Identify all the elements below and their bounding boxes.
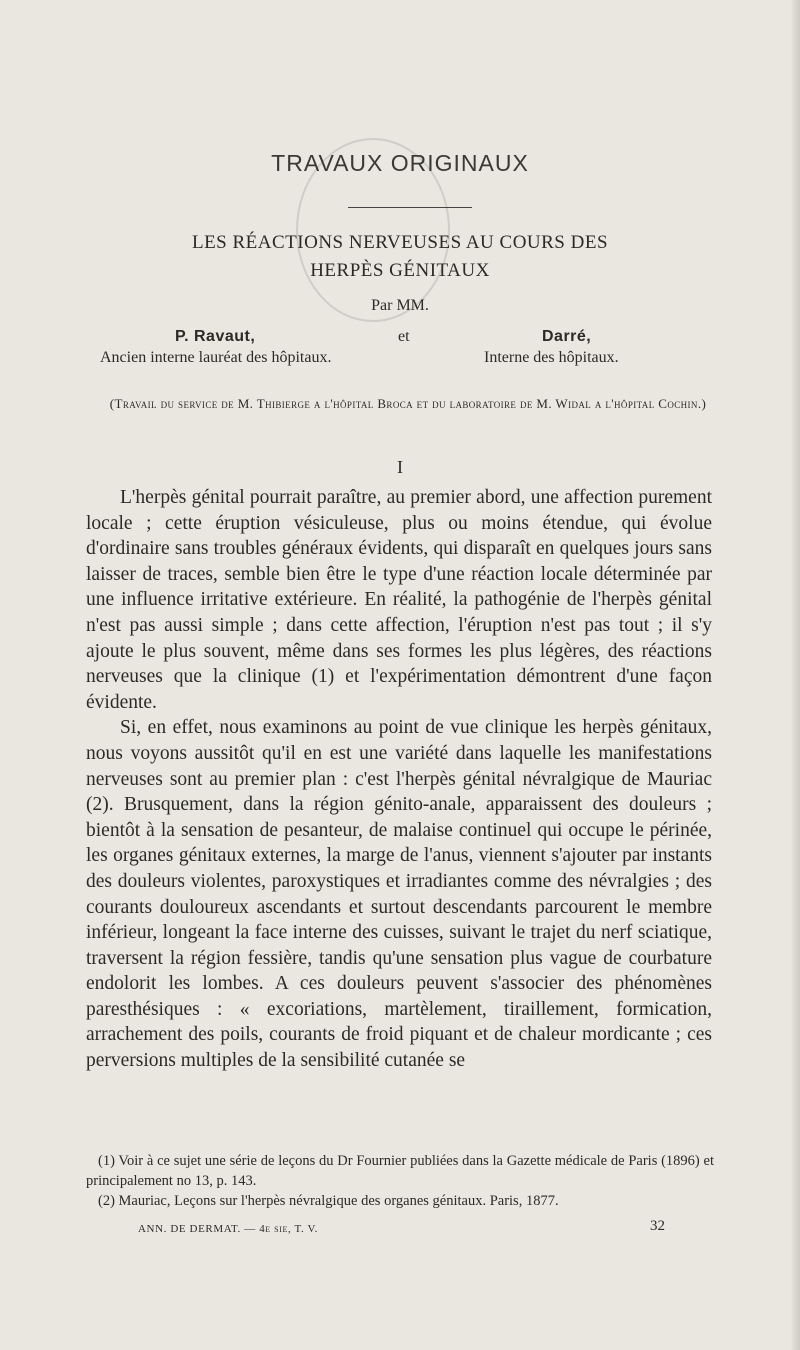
footnotes [86,1151,714,1211]
author-2-role: Interne des hôpitaux. [484,349,619,366]
footnote-1: (1) Voir à ce sujet une série de leçons du Dr Fournier publiées dans la Gazette médicale de Paris (1896) et principalement no 13, p. 143. [86,1153,714,1189]
journal-signature: ANN. DE DERMAT. — 4e sie, T. V. [138,1223,318,1235]
author-2-name: Darré, [542,328,592,345]
article-title-line-1: LES RÉACTIONS NERVEUSES AU COURS DES [191,232,609,253]
author-conjunction: et [398,328,410,345]
footnote-2: (2) Mauriac, Leçons sur l'herpès névralgique des organes génitaux. Paris, 1877. [98,1193,559,1209]
article-body [86,485,712,1074]
byline-intro: Par MM. [371,297,429,314]
page-number: 32 [650,1218,665,1234]
author-1-role: Ancien interne lauréat des hôpitaux. [100,349,332,366]
body-paragraph: L'herpès génital pourrait paraître, au premier abord, une affection purement locale ; cette éruption vésiculeuse, plus ou moins étendue, qui évolue d'ordinaire sans troubles généraux évidents, qui disparaît en quelques jours sans laisser de traces, semble bien être le type d'une réaction locale déterminée par une influence irritative extérieure. En réalité, la pathogénie de l'herpès génital n'est pas aussi simple ; dans cette affection, l'éruption n'est pas tout ; il s'y ajoute le plus souvent, même dans ses formes les plus légères, des réactions nerveuses que la clinique (1) et l'expérimentation démontrent d'une façon évidente. [86,487,712,713]
title-rule [348,207,472,208]
author-1-name: P. Ravaut, [175,328,256,345]
article-title-line-2: HERPÈS GÉNITAUX [310,260,490,281]
affiliation-note: (Travail du service de M. Thibierge a l'hôpital Broca et du laboratoire de M. Widal a l'hôpital Cochin.) [109,396,707,411]
section-numeral: I [397,457,403,477]
page-edge-shadow [790,0,800,1350]
section-title: TRAVAUX ORIGINAUX [271,150,529,176]
body-paragraph: Si, en effet, nous examinons au point de vue clinique les herpès génitaux, nous voyons aussitôt qu'il en est une variété dans laquelle les manifestations nerveuses sont au premier plan : c'est l'herpès génital névralgique de Mauriac (2). Brusquement, dans la région génito-anale, apparaissent des douleurs ; bientôt à la sensation de pesanteur, de malaise continuel qui occupe le périnée, les organes génitaux externes, la marge de l'anus, viennent s'ajouter par instants des douleurs violentes, paroxystiques et irradiantes comme des névralgies ; des courants douloureux ascendants et surtout descendants parcourent le membre inférieur, longeant la face interne des cuisses, suivant le trajet du nerf sciatique, traversent la région fessière, tandis qu'une sensation plus vague de courbature endolorit les lombes. A ces douleurs peuvent s'associer des phénomènes paresthésiques : « excoriations, martèlement, tiraillement, formication, arrachement des poils, courants de froid piquant et de chaleur mordicante ; ces perversions multiples de la sensibilité cutanée se [86,717,712,1072]
